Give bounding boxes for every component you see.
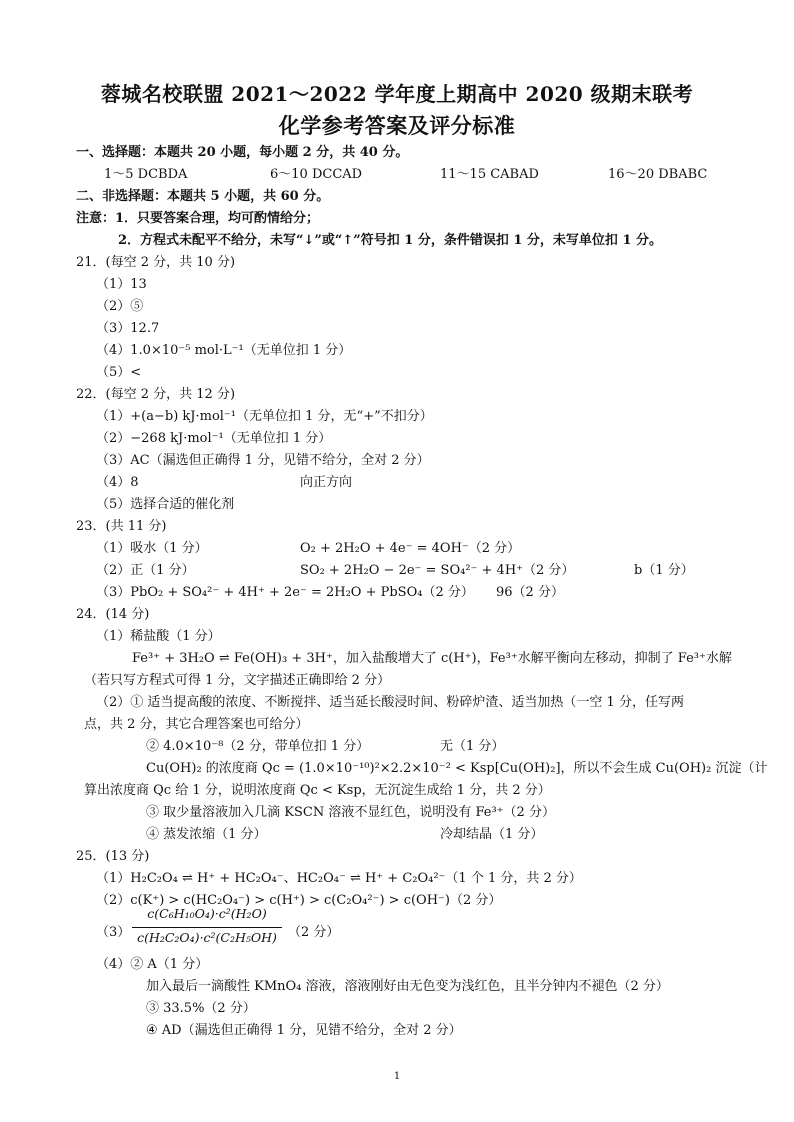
q25-item-2: （2）c(K⁺) > c(HC₂O₄⁻) > c(H⁺) > c(C₂O₄²⁻) > c(OH⁻)（2 分） bbox=[96, 893, 502, 908]
q24-item-2g-2: 冷却结晶（1 分） bbox=[440, 827, 544, 842]
q21-item-1: （1）13 bbox=[96, 277, 147, 292]
q24-item-2d: Cu(OH)₂ 的浓度商 Qc = (1.0×10⁻¹⁰)²×2.2×10⁻² < Ksp[Cu(OH)₂]，所以不会生成 Cu(OH)₂ 沉淀（计 bbox=[146, 761, 768, 776]
mc-answers-16-20: 16～20 DBABC bbox=[608, 167, 708, 182]
q24-item-2b: 点，共 2 分，其它合理答案也可给分） bbox=[84, 717, 309, 732]
q24-item-2c-2: 无（1 分） bbox=[440, 739, 505, 754]
q24-heading: 24．(14 分) bbox=[76, 607, 150, 622]
page-number: 1 bbox=[393, 1071, 401, 1082]
mc-answers-11-15: 11～15 CABAD bbox=[440, 167, 539, 182]
q23-item-2a: （2）正（1 分） bbox=[96, 563, 195, 578]
q21-item-5: （5）< bbox=[96, 365, 142, 380]
note-1: 注意：1．只要答案合理，均可酌情给分； bbox=[76, 211, 320, 226]
q23-item-3a: （3）PbO₂ + SO₄²⁻ + 4H⁺ + 2e⁻ = 2H₂O + PbSO₄（2 分） bbox=[96, 585, 474, 600]
exam-subtitle: 化学参考答案及评分标准 bbox=[278, 113, 516, 138]
q24-item-2e: 算出浓度商 Qc 给 1 分，说明浓度商 Qc < Ksp，无沉淀生成给 1 分，共 2 分） bbox=[84, 783, 551, 798]
q23-item-1b: O₂ + 2H₂O + 4e⁻ = 4OH⁻（2 分） bbox=[300, 541, 521, 556]
q22-heading: 22．(每空 2 分，共 12 分) bbox=[76, 387, 236, 402]
q21-heading: 21．(每空 2 分，共 10 分) bbox=[76, 255, 236, 270]
equilibrium-constant-fraction bbox=[132, 906, 282, 950]
q22-item-1: （1）+(a−b) kJ·mol⁻¹（无单位扣 1 分，无“+”不扣分） bbox=[96, 409, 433, 424]
q24-item-1: （1）稀盐酸（1 分） bbox=[96, 629, 221, 644]
q24-item-1-note: （若只写方程式可得 1 分，文字描述正确即给 2 分） bbox=[84, 673, 391, 688]
note-2: 2．方程式未配平不给分，未写“↓”或“↑”符号扣 1 分，条件错误扣 1 分，未写单位扣 1 分。 bbox=[118, 233, 663, 248]
q24-item-1-equation: Fe³⁺ + 3H₂O ⇌ Fe(OH)₃ + 3H⁺，加入盐酸增大了 c(H⁺)，Fe³⁺水解平衡向左移动，抑制了 Fe³⁺水解 bbox=[132, 651, 732, 666]
fraction-bar bbox=[132, 927, 282, 928]
q23-item-3b: 96（2 分） bbox=[496, 585, 564, 600]
q25-item-3-score: （2 分） bbox=[288, 925, 340, 940]
q25-item-4b: 加入最后一滴酸性 KMnO₄ 溶液，溶液刚好由无色变为浅红色，且半分钟内不褪色（2 分） bbox=[146, 979, 669, 994]
q24-item-2c-1: ② 4.0×10⁻⁸（2 分，带单位扣 1 分） bbox=[146, 739, 370, 754]
q24-item-2a: （2）① 适当提高酸的浓度、不断搅拌、适当延长酸浸时间、粉碎炉渣、适当加热（一空 1 分，任写两 bbox=[96, 695, 684, 710]
q22-item-3: （3）AC（漏选但正确得 1 分，见错不给分，全对 2 分） bbox=[96, 453, 430, 468]
q24-item-2f: ③ 取少量溶液加入几滴 KSCN 溶液不显红色，说明没有 Fe³⁺（2 分） bbox=[146, 805, 555, 820]
q23-item-1a: （1）吸水（1 分） bbox=[96, 541, 208, 556]
q21-item-2: （2）⑤ bbox=[96, 299, 144, 314]
q25-item-3-label: （3） bbox=[96, 925, 131, 940]
q25-item-4c: ③ 33.5%（2 分） bbox=[146, 1001, 256, 1016]
q22-item-4b: 向正方向 bbox=[300, 475, 353, 490]
mc-answers-6-10: 6～10 DCCAD bbox=[270, 167, 363, 182]
section2-heading: 二、非选择题：本题共 5 小题，共 60 分。 bbox=[76, 189, 330, 204]
exam-title: 蓉城名校联盟 2021～2022 学年度上期高中 2020 级期末联考 bbox=[100, 82, 694, 106]
q25-item-1: （1）H₂C₂O₄ ⇌ H⁺ + HC₂O₄⁻、HC₂O₄⁻ ⇌ H⁺ + C₂O₄²⁻（1 个 1 分，共 2 分） bbox=[96, 871, 582, 886]
q25-item-4a: （4）② A（1 分） bbox=[96, 957, 209, 972]
q24-item-2g-1: ④ 蒸发浓缩（1 分） bbox=[146, 827, 267, 842]
q21-item-3: （3）12.7 bbox=[96, 321, 160, 336]
q23-item-2b: SO₂ + 2H₂O − 2e⁻ = SO₄²⁻ + 4H⁺（2 分） bbox=[300, 563, 575, 578]
q25-item-4d: ④ AD（漏选但正确得 1 分，见错不给分，全对 2 分） bbox=[146, 1023, 462, 1038]
q25-heading: 25．(13 分) bbox=[76, 849, 150, 864]
q22-item-5: （5）选择合适的催化剂 bbox=[96, 497, 235, 512]
q23-item-2c: b（1 分） bbox=[634, 563, 694, 578]
q21-item-4: （4）1.0×10⁻⁵ mol·L⁻¹（无单位扣 1 分） bbox=[96, 343, 352, 358]
q22-item-2: （2）−268 kJ·mol⁻¹（无单位扣 1 分） bbox=[96, 431, 332, 446]
q22-item-4a: （4）8 bbox=[96, 475, 139, 490]
section1-heading: 一、选择题：本题共 20 小题，每小题 2 分，共 40 分。 bbox=[76, 145, 409, 160]
fraction-denominator: c(H₂C₂O₄)·c²(C₂H₅OH) bbox=[137, 930, 277, 945]
mc-answers-1-5: 1～5 DCBDA bbox=[104, 167, 188, 182]
fraction-numerator: c(C₆H₁₀O₄)·c²(H₂O) bbox=[147, 906, 267, 921]
q23-heading: 23．(共 11 分) bbox=[76, 519, 167, 534]
